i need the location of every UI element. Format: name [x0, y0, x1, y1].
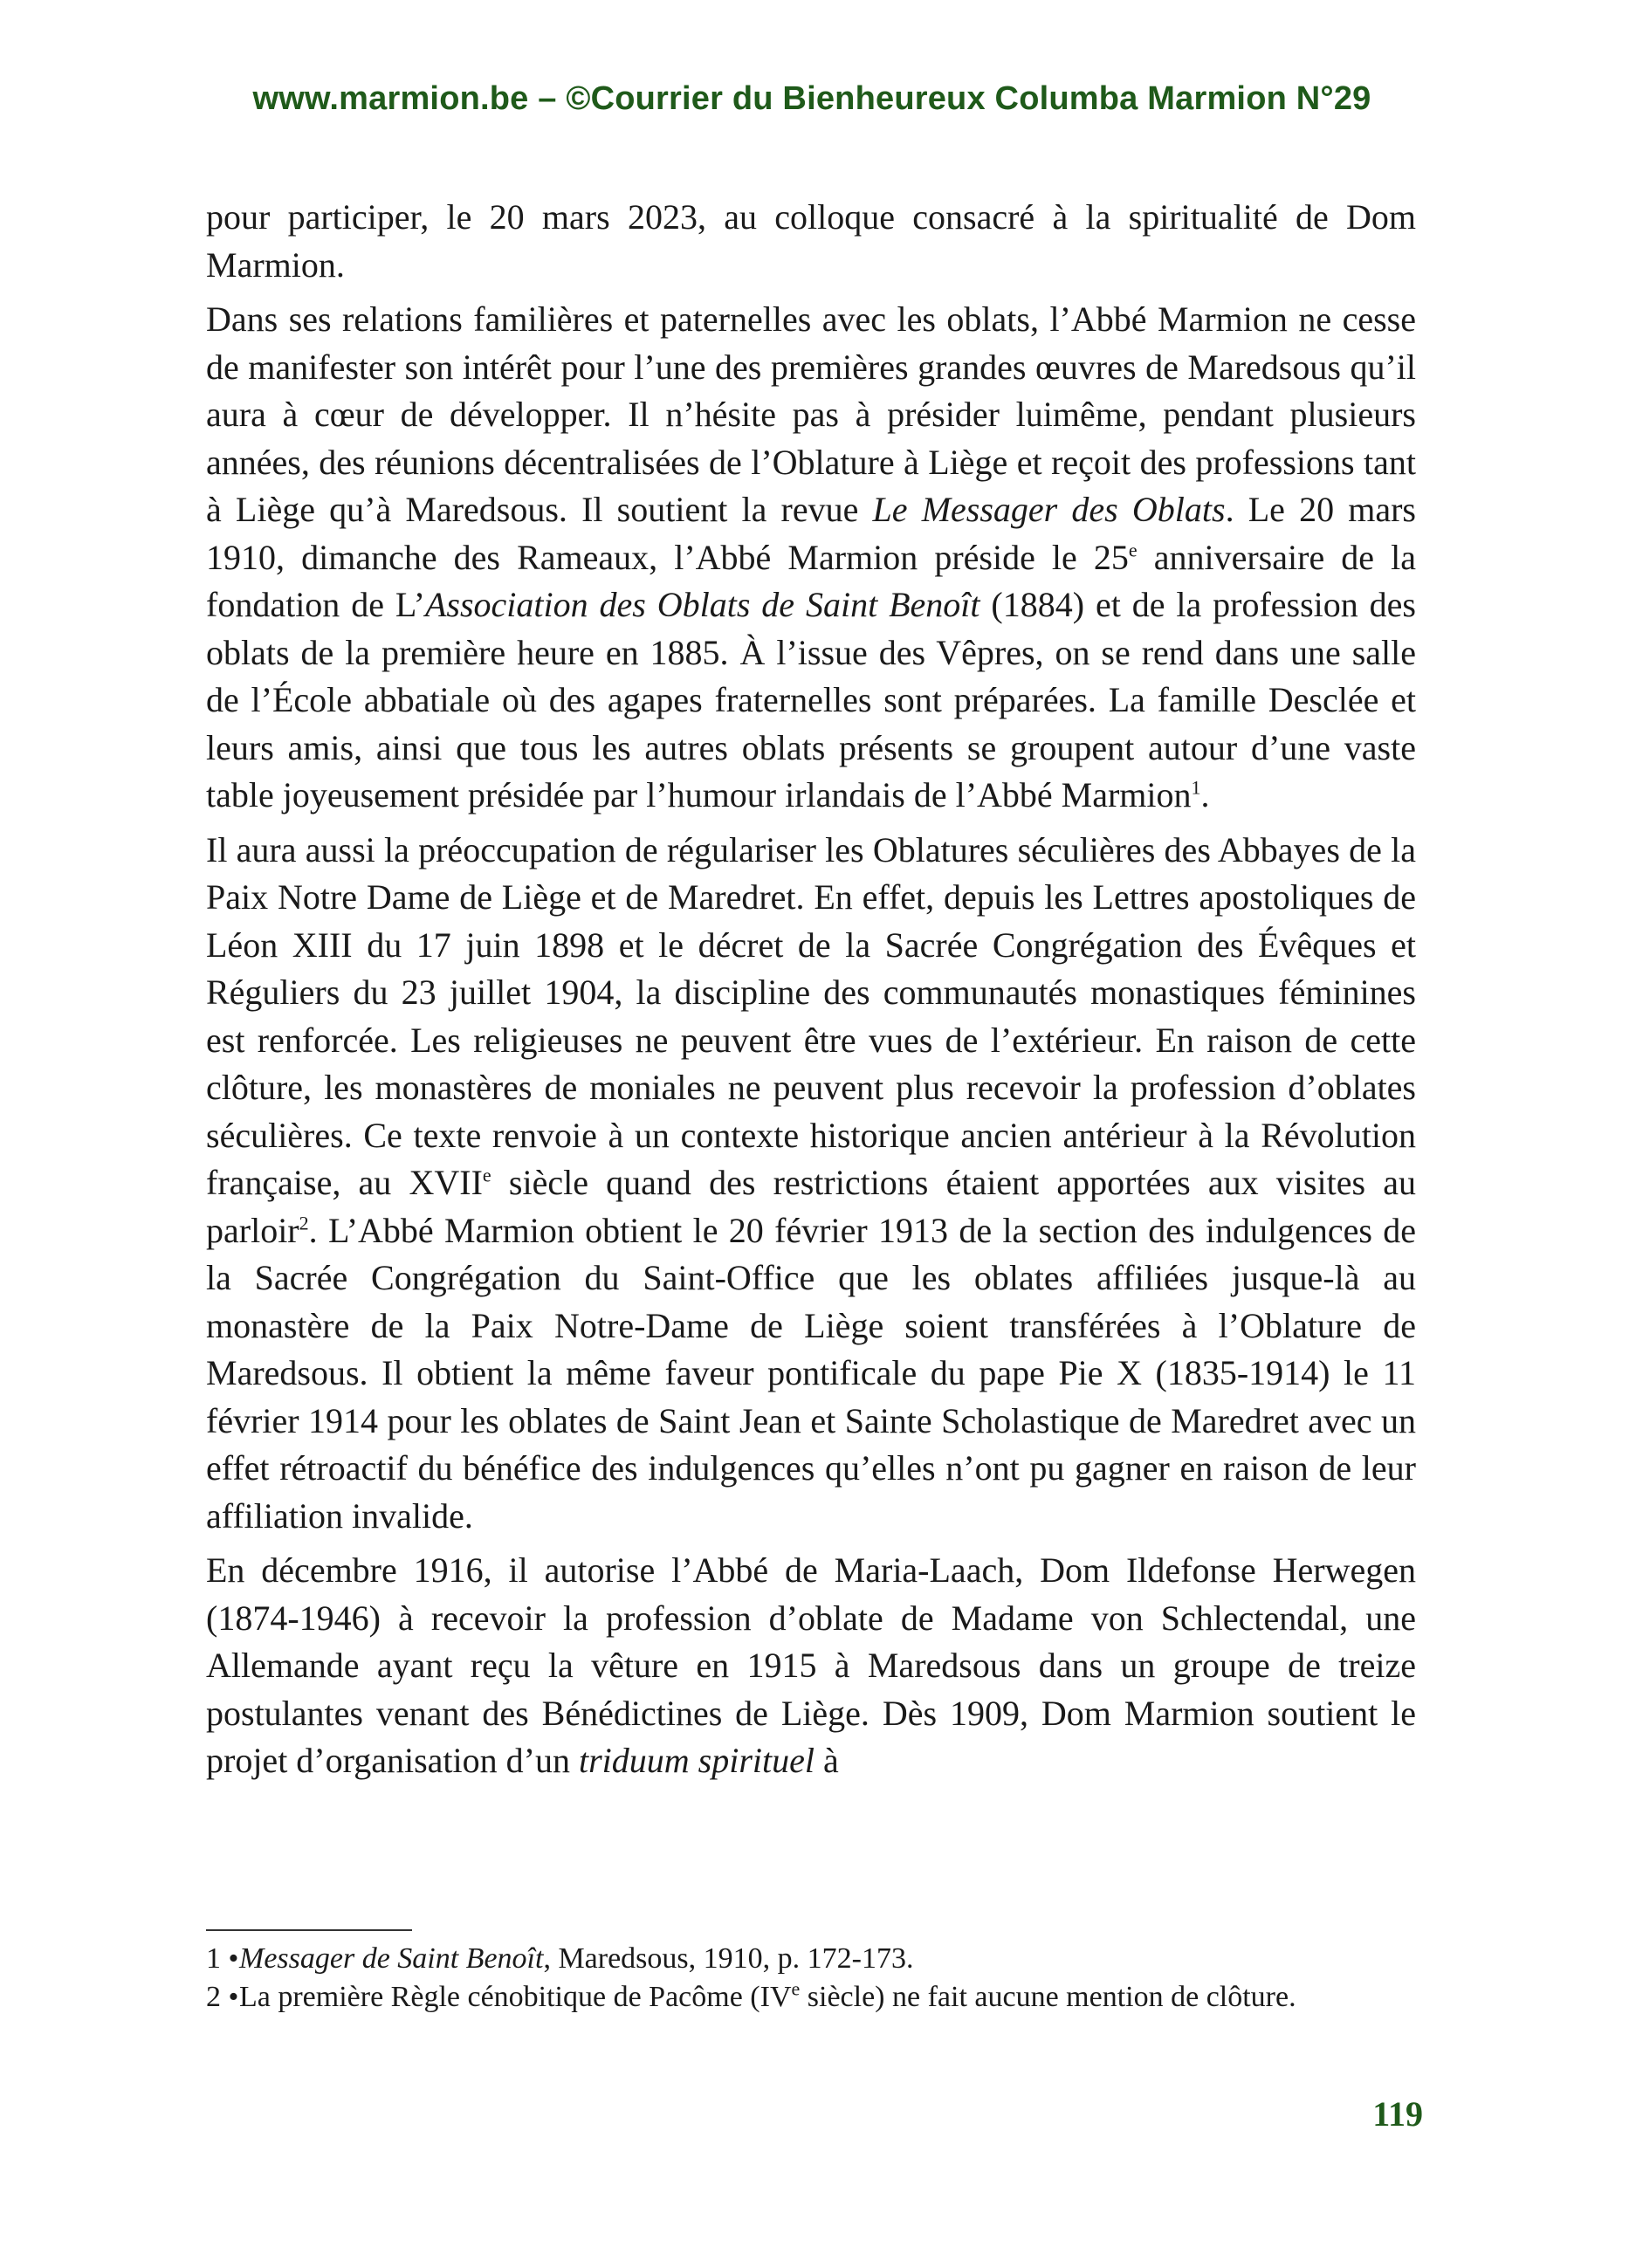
running-header: www.marmion.be – ©Courrier du Bienheureux Columba Marmion N°29 [252, 80, 1371, 117]
italic-triduum: triduum spirituel [578, 1741, 814, 1780]
paragraph-2-text-c: anniversaire de la fondation de L’ [206, 537, 1416, 624]
footnote-2-text-a: La première Règle cénobitique de Pacôme (IV [239, 1981, 792, 2013]
italic-title-association: Association des Oblats de Saint Benoît [424, 585, 980, 624]
paragraph-3-text-b: siècle quand des restrictions étaient apportées aux visites au parloir [206, 1163, 1416, 1250]
main-text [206, 194, 1416, 1792]
italic-title-messager: Le Messager des Oblats [872, 490, 1226, 529]
paragraph-2-text-b: . Le 20 mars 1910, dimanche des Rameaux, l’Abbé Marmion préside le 25 [206, 490, 1416, 577]
paragraph-2-text-e: . [1200, 775, 1210, 814]
footnote-1-italic-title: Messager de Saint Benoît [239, 1942, 544, 1975]
superscript-e: e [482, 1164, 491, 1186]
page-number: 119 [1372, 2094, 1423, 2134]
footnote-1-number: 1 • [206, 1942, 239, 1975]
footnote-1 [206, 1940, 1416, 1978]
paragraph-1-text: pour participer, le 20 mars 2023, au colloque consacré à la spiritualité de Dom Marmion. [206, 197, 1416, 285]
paragraph-2-text-d: (1884) et de la profession des oblats de la première heure en 1885. À l’issue des Vêpres, on se rend dans une salle de l’École abbatiale où des agapes fraternelles sont préparées. La famille Desclée et leurs amis, ainsi que tous les autres oblats présents se groupent autour d’une vaste table joyeusement présidée par l’humour irlandais de l’Abbé Marmion [206, 585, 1416, 814]
footnote-2-number: 2 • [206, 1981, 239, 2013]
paragraph-3-text-a: Il aura aussi la préoccupation de régulariser les Oblatures séculières des Abbayes de la Paix Notre Dame de Liège et de Maredret. En effet, depuis les Lettres apostoliques de Léon XIII du 17 juin 1898 et le décret de la Sacrée Congrégation des Évêques et Réguliers du 23 juillet 1904, la discipline des communautés monastiques féminines est renforcée. Les religieuses ne peuvent être vues de l’extérieur. En raison de cette clôture, les monastères de moniales ne peuvent plus recevoir la profession d’oblates séculières. Ce texte renvoie à un contexte historique ancien antérieur à la Révolution française, au XVII [206, 829, 1416, 1202]
paragraph-4-text-a: En décembre 1916, il autorise l’Abbé de Maria-Laach, Dom Ildefonse Herwegen (1874-1946) à recevoir la profession d’oblate de Madame von Schlectendal, une Allemande ayant reçu la vêture en 1915 à Maredsous dans un groupe de treize postulantes venant des Bénédictines de Liège. Dès 1909, Dom Marmion soutient le projet d’organisation d’un [206, 1550, 1416, 1780]
paragraph-3 [206, 827, 1416, 1541]
footnote-2 [206, 1978, 1416, 2017]
paragraph-1 [206, 194, 1416, 289]
footnote-ref-2[interactable]: 2 [299, 1212, 309, 1234]
paragraph-4 [206, 1547, 1416, 1785]
footnote-2-text-b: siècle) ne fait aucune mention de clôture. [800, 1981, 1296, 2013]
paragraph-3-text-c: . L’Abbé Marmion obtient le 20 février 1913 de la section des indulgences de la Sacrée Congrégation du Saint-Office que les oblates affiliées jusque-là au monastère de la Paix Notre-Dame de Liège soient transférées à l’Oblature de Maredsous. Il obtient la même faveur pontificale du pape Pie X (1835-1914) le 11 février 1914 pour les oblates de Saint Jean et Sainte Scholastique de Maredret avec un effet rétroactif du bénéfice des indulgences qu’elles n’ont pu gagner en raison de leur affiliation invalide. [206, 1210, 1416, 1536]
footnote-divider [206, 1929, 412, 1931]
footnote-1-rest: , Maredsous, 1910, p. 172-173. [543, 1942, 914, 1975]
footnote-2-text [239, 1978, 1416, 2017]
paragraph-4-text-b: à [814, 1741, 839, 1780]
footnote-1-text [239, 1940, 1416, 1978]
superscript-e: e [791, 1977, 801, 2000]
paragraph-2-text-a: Dans ses relations familières et paternelles avec les oblats, l’Abbé Marmion ne cesse de manifester son intérêt pour l’une des premières grandes œuvres de Maredsous qu’il aura à cœur de développer. Il n’hésite pas à présider luimême, pendant plusieurs années, des réunions décentralisées de l’Oblature à Liège et reçoit des professions tant à Liège qu’à Maredsous. Il soutient la revue [206, 299, 1416, 529]
superscript-e: e [1128, 539, 1138, 561]
paragraph-2 [206, 296, 1416, 820]
footnotes [206, 1940, 1416, 2017]
footnote-ref-1[interactable]: 1 [1191, 776, 1201, 799]
